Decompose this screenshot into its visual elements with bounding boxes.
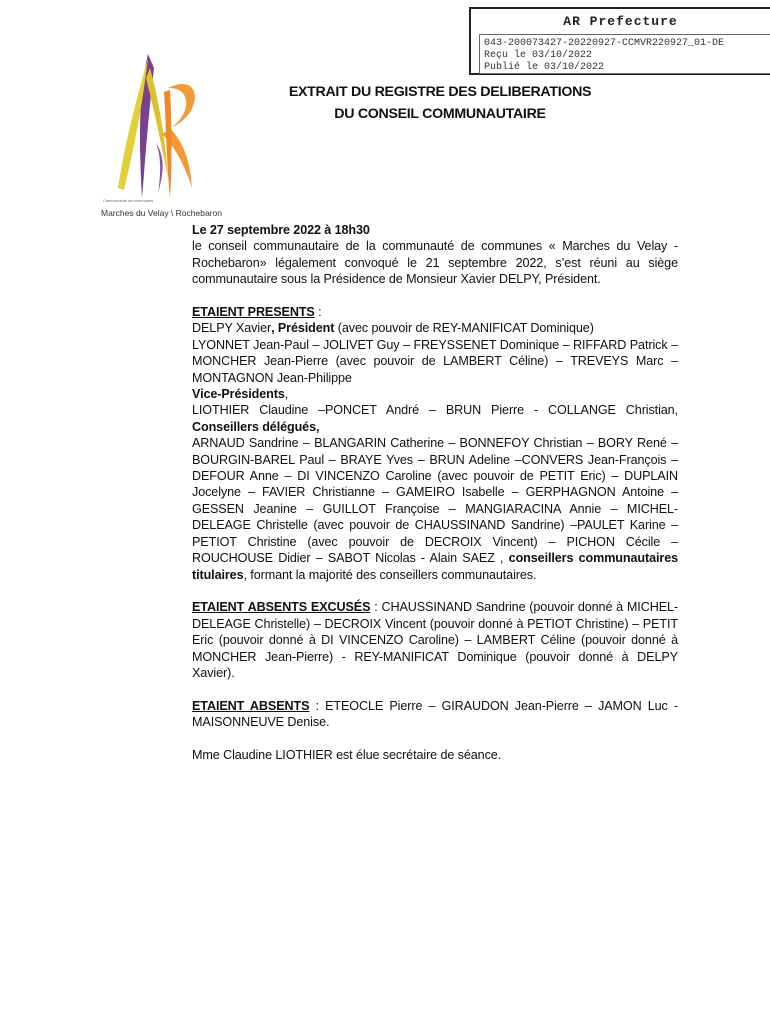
delegates-label: Conseillers délégués, xyxy=(192,419,320,434)
absents-paragraph xyxy=(192,698,678,731)
president-line xyxy=(192,320,678,336)
absents-excuses-paragraph xyxy=(192,599,678,681)
presents-heading-line: ETAIENT PRESENTS : xyxy=(192,305,322,320)
logo-orange-stroke-2 xyxy=(164,90,172,198)
stamp-reference: 043-200073427-20220927-CCMVR220927_01-DE xyxy=(484,38,725,49)
delegates-list: LIOTHIER Claudine –PONCET André – BRUN Pierre - COLLANGE Christian, xyxy=(192,403,678,418)
logo-yellow-stroke-2 xyxy=(146,68,168,178)
delegates-line xyxy=(192,402,678,435)
community-logo xyxy=(98,48,213,223)
vice-presidents-label: Vice-Présidents xyxy=(192,387,285,402)
titulaires-list: ARNAUD Sandrine – BLANGARIN Catherine – BONNEFOY Christian – BORY René – BOURGIN-BAREL Paul – BRAYE Yves – BRUN Adeline –CONVERS Jean-François – DEFOUR Anne – DI VINCENZO Caroline (avec pouvoir de PETIT Eric) – DUPLAIN Jocelyne – FAVIER Christianne – GAMEIRO Isabelle – GERPHAGNON Antoine – GESSEN Jeanine – GUILLOT Françoise – MANGIARACINA Annie – MICHEL-DELEAGE Christelle (avec pouvoir de CHAUSSINAND Sandrine) –PAULET Karine – PETIOT Christine (avec pouvoir de DECROIX Vincent) – PICHON Cécile – ROUCHOUSE Didier – SABOT Nicolas - Alain SAEZ , xyxy=(192,436,678,566)
president-proxy: (avec pouvoir de REY-MANIFICAT Dominique) xyxy=(334,321,594,336)
stamp-received-date: Reçu le 03/10/2022 xyxy=(484,50,593,61)
vice-presidents-list: LYONNET Jean-Paul – JOLIVET Guy – FREYSSENET Dominique – RIFFARD Patrick – MONCHER Jean-Pierre (avec pouvoir de LAMBERT Céline) – TREVEYS Marc – MONTAGNON Jean-Philippe xyxy=(192,337,678,385)
titulaires-suffix: , formant la majorité des conseillers communautaires. xyxy=(243,567,537,582)
prefecture-stamp xyxy=(469,7,770,75)
document-title-line2: DU CONSEIL COMMUNAUTAIRE xyxy=(334,106,546,122)
meeting-date: Le 27 septembre 2022 à 18h30 xyxy=(192,223,370,237)
stamp-title: AR Prefecture xyxy=(563,14,678,29)
stamp-details xyxy=(479,34,770,74)
titulaires-label: conseillers communautaires titulaires xyxy=(192,551,678,582)
vice-presidents-label-line: Vice-Présidents, xyxy=(192,387,289,402)
absents-heading: ETAIENT ABSENTS xyxy=(192,698,310,713)
deliberation-body xyxy=(192,222,678,763)
document-title-line1: EXTRAIT DU REGISTRE DES DELIBERATIONS xyxy=(288,84,592,100)
logo-purple-accent xyxy=(156,143,163,193)
absents-text: : ETEOCLE Pierre – GIRAUDON Jean-Pierre – JAMON Luc - MAISONNEUVE Denise. xyxy=(192,698,678,730)
absents-excuses-text: : CHAUSSINAND Sandrine (pouvoir donné à MICHEL-DELEAGE Christelle) – DECROIX Vincent (pouvoir donné à PETIOT Christine) – PETIT Eric (pouvoir donné à DI VINCENZO Caroline) – LAMBERT Céline (pouvoir donné à MONCHER Jean-Pierre) - REY-MANIFICAT Dominique (pouvoir donné à DELPY Xavier). xyxy=(192,600,678,680)
stamp-published-date: Publié le 03/10/2022 xyxy=(484,62,605,73)
absents-excuses-heading: ETAIENT ABSENTS EXCUSÉS xyxy=(192,600,371,615)
secretary-line: Mme Claudine LIOTHIER est élue secrétaire de séance. xyxy=(192,747,502,762)
titulaires-line xyxy=(192,435,678,583)
meeting-intro: le conseil communautaire de la communauté de communes « Marches du Velay - Rochebaron» légalement convoqué le 21 septembre 2022, s’est réuni au siège communautaire sous la Présidence de Monsieur Xavier DELPY, Président. xyxy=(192,239,678,287)
logo-caption: Marches du Velay \ Rochebaron xyxy=(101,208,222,218)
president-name: DELPY Xavier xyxy=(192,321,272,336)
logo-caption-small: Communauté de communes xyxy=(103,198,154,203)
presents-heading: ETAIENT PRESENTS xyxy=(192,305,315,320)
president-role: , Président xyxy=(271,321,335,336)
